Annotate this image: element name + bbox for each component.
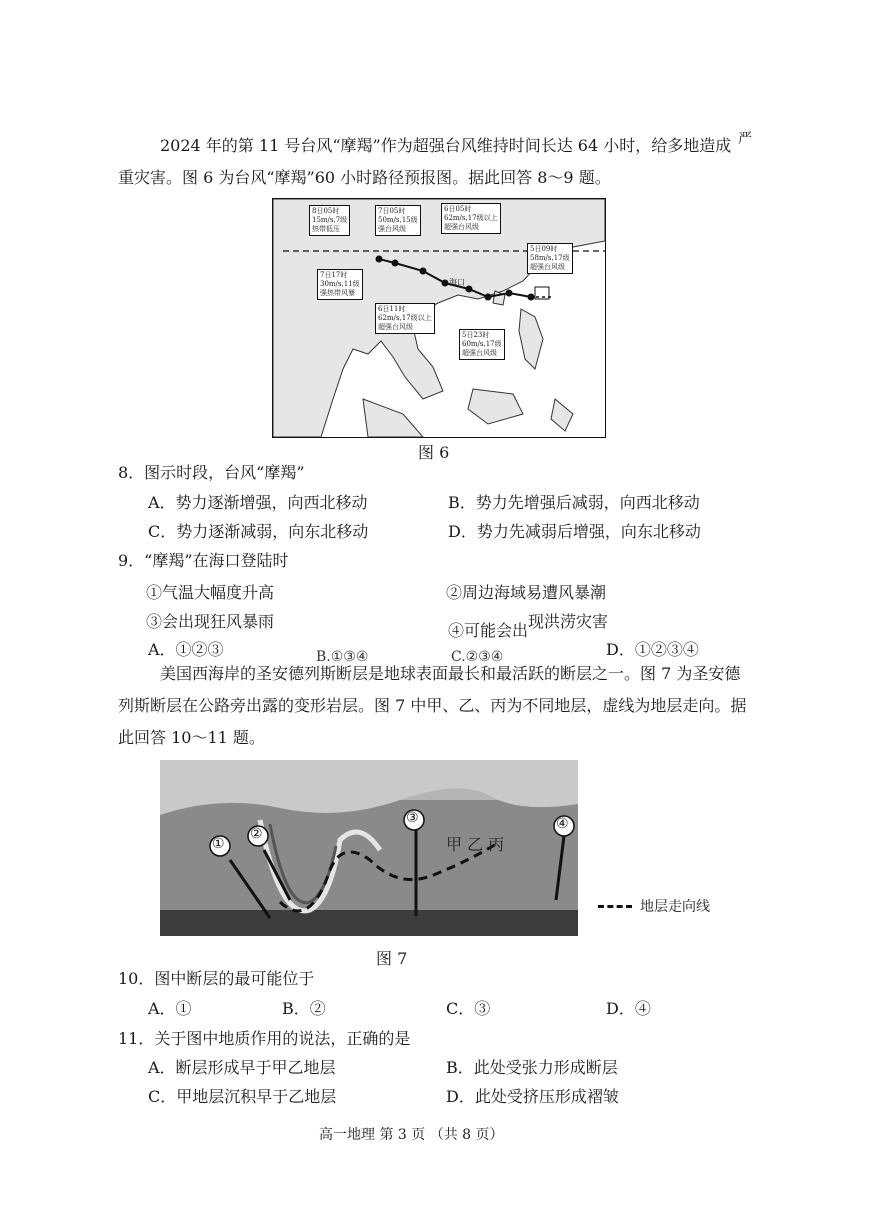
- q9-item-4a: ④可能会出: [448, 621, 529, 640]
- q9-item-2: ②周边海域易遭风暴潮: [446, 583, 607, 602]
- strata-trend-legend-line: [598, 905, 632, 908]
- q11-option-c[interactable]: C．甲地层沉积早于乙地层: [148, 1087, 337, 1106]
- haikou-label: 海口: [449, 278, 465, 287]
- q9-item-4b: 现洪涝灾害: [528, 612, 609, 631]
- q8-option-a[interactable]: A．势力逐渐增强，向西北移动: [148, 493, 368, 512]
- q8-option-c[interactable]: C．势力逐渐减弱，向东北移动: [148, 522, 369, 541]
- photo-strata-labels: 甲 乙 丙: [446, 835, 505, 854]
- strata-trend-legend-label: 地层走向线: [640, 899, 710, 915]
- q10-option-c[interactable]: C．③: [446, 999, 491, 1018]
- intro-fault-line2: 列斯断层在公路旁出露的变形岩层。图 7 中甲、乙、丙为不同地层，虚线为地层走向。据: [118, 696, 747, 715]
- annotation-box-7d17: 7日17时 30m/s,11级 强热带风暴: [317, 269, 363, 300]
- q9-option-b[interactable]: B.①③④: [316, 649, 369, 665]
- q10-stem: 10．图中断层的最可能位于: [118, 969, 315, 988]
- annotation-box-8d05: 8日05时 15m/s,7级 热带低压: [309, 205, 350, 236]
- photo-label-3: ③: [406, 810, 419, 826]
- q8-option-d[interactable]: D．势力先减弱后增强，向东北移动: [448, 522, 701, 541]
- intro-typhoon-line1-tail: 严: [738, 131, 752, 147]
- q9-stem: 9．“摩羯”在海口登陆时: [118, 551, 289, 570]
- photo-label-1: ①: [212, 836, 225, 852]
- annotation-box-6d11: 6日11时 62m/s,17级以上 超强台风级: [375, 303, 435, 334]
- typhoon-track-map: [272, 198, 606, 438]
- q9-option-d[interactable]: D．①②③④: [606, 640, 699, 659]
- photo-label-4: ④: [556, 816, 569, 832]
- q9-item-3: ③会出现狂风暴雨: [146, 612, 275, 631]
- annotation-box-5d23: 5日23时 60m/s,17级 超强台风级: [459, 329, 505, 360]
- figure-6-caption: 图 6: [418, 443, 450, 462]
- figure-7-caption: 图 7: [376, 949, 408, 968]
- page-footer: 高一地理 第 3 页 （共 8 页）: [319, 1127, 504, 1143]
- annotation-box-6d05: 6日05时 62m/s,17级以上 超强台风级: [441, 203, 501, 234]
- q10-option-a[interactable]: A．①: [148, 999, 192, 1018]
- q8-option-b[interactable]: B．势力先增强后减弱，向西北移动: [448, 493, 700, 512]
- q10-option-b[interactable]: B．②: [282, 999, 326, 1018]
- annotation-box-5d09: 5日09时 58m/s,17级 超强台风级: [527, 243, 573, 274]
- q8-stem: 8．图示时段，台风“摩羯”: [118, 463, 305, 482]
- q11-stem: 11．关于图中地质作用的说法，正确的是: [118, 1029, 411, 1048]
- q9-option-c[interactable]: C.②③④: [451, 649, 504, 665]
- photo-label-2: ②: [250, 826, 263, 842]
- q11-option-a[interactable]: A．断层形成早于甲乙地层: [148, 1058, 336, 1077]
- q10-option-d[interactable]: D．④: [606, 999, 651, 1018]
- intro-fault-line3: 此回答 10～11 题。: [118, 728, 265, 747]
- intro-typhoon-line1: 2024 年的第 11 号台风“摩羯”作为超强台风维持时间长达 64 小时，给多地造成: [160, 136, 732, 155]
- q11-option-d[interactable]: D．此处受挤压形成褶皱: [446, 1087, 619, 1106]
- annotation-box-7d05: 7日05时 50m/s,15级 强台风级: [375, 205, 421, 236]
- q11-option-b[interactable]: B．此处受张力形成断层: [446, 1058, 618, 1077]
- intro-typhoon-line2: 重灾害。图 6 为台风“摩羯”60 小时路径预报图。据此回答 8～9 题。: [118, 168, 611, 187]
- deformed-strata-photo: [160, 760, 578, 936]
- intro-fault-line1: 美国西海岸的圣安德列斯断层是地球表面最长和最活跃的断层之一。图 7 为圣安德: [160, 664, 741, 683]
- q9-item-1: ①气温大幅度升高: [146, 583, 275, 602]
- q9-option-a[interactable]: A．①②③: [148, 640, 224, 659]
